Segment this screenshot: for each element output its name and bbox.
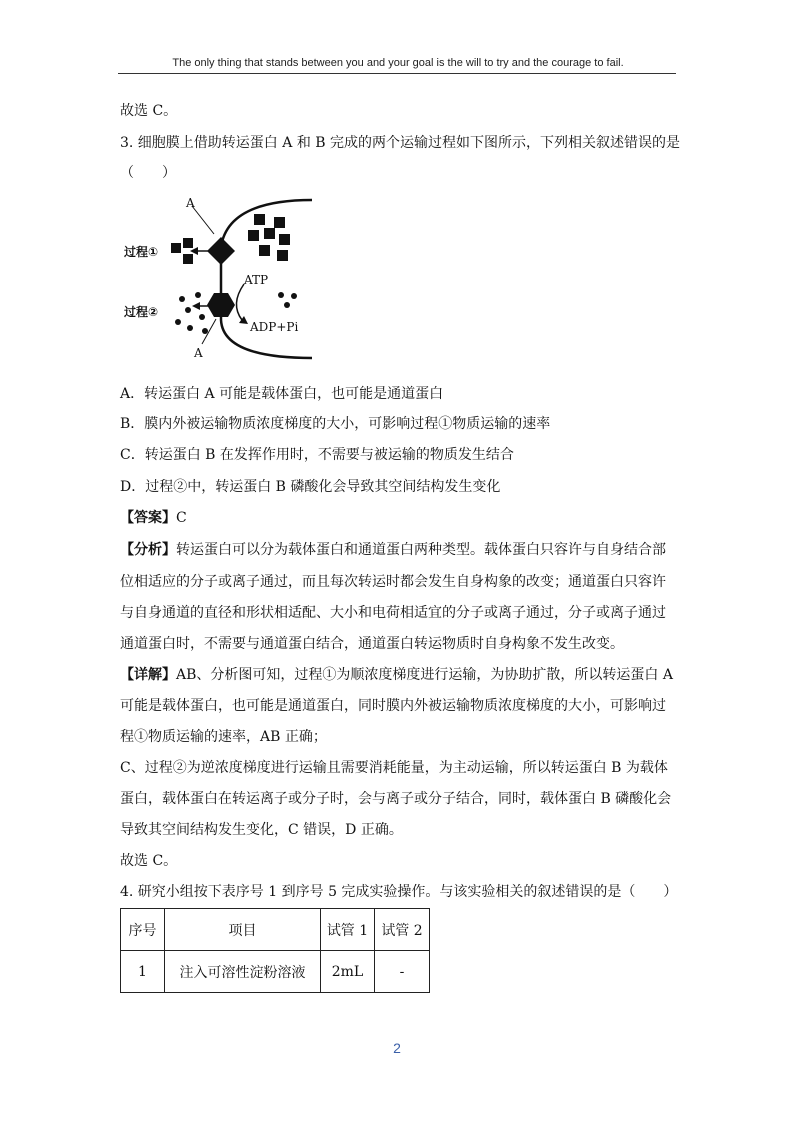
header-rule [118,73,676,74]
solute-square [183,254,193,264]
solute-dot [195,292,201,298]
detail-text: AB、分析图可知，过程①为顺浓度梯度进行运输，为协助扩散，所以转运蛋白 A [176,667,673,683]
solute-dot [179,296,185,302]
arrow-process1-head [190,247,198,255]
prev-answer: 故选 C。 [120,103,178,119]
solute-square [248,230,259,241]
table-cell: 1 [121,951,165,993]
solute-dot [175,319,181,325]
table-cell: 注入可溶性淀粉溶液 [165,951,321,993]
q3-analysis-line [120,540,666,560]
analysis-tag: 【分析】 [120,542,176,558]
table-row [121,951,430,993]
q3-conclusion: 故选 C。 [120,853,178,869]
header-quote: The only thing that stands between you and your goal is the will to try and the courage to fail. [172,57,624,69]
solute-square [277,250,288,261]
label-process2: 过程② [124,305,159,319]
q3-answer [120,508,187,528]
solute-dot [185,307,191,313]
solute-square [264,228,275,239]
solute-dot [187,325,193,331]
transport-protein-diamond [207,237,235,265]
q3-stem-line1: 3. 细胞膜上借助转运蛋白 A 和 B 完成的两个运输过程如下图所示，下列相关叙述错误的是 [120,135,681,151]
solute-dot [202,328,208,334]
q3-option-b: B．膜内外被运输物质浓度梯度的大小，可影响过程①物质运输的速率 [120,416,551,432]
table-header-cell: 项目 [165,909,321,951]
q3-analysis-line: 与自身通道的直径和形状相适配、大小和电荷相适宜的分子或离子通过，分子或离子通过 [120,605,666,621]
solute-square [254,214,265,225]
label-line-a-top [192,206,214,234]
transport-protein-hexagon [207,293,235,317]
table-cell: 2mL [321,951,375,993]
table-header-cell: 试管 2 [375,909,430,951]
solute-square [279,234,290,245]
q3-analysis-line: 通道蛋白时，不需要与通道蛋白结合，通道蛋白转运物质时自身构象不发生改变。 [120,636,624,652]
table-header-cell: 试管 1 [321,909,375,951]
solute-square [171,243,181,253]
q3-detail-line: 导致其空间结构发生变化，C 错误，D 正确。 [120,822,403,838]
detail-tag: 【详解】 [120,667,176,683]
q3-analysis-line: 位相适应的分子或离子通过，而且每次转运时都会发生自身构象的改变；通道蛋白只容许 [120,574,666,590]
table-cell: - [375,951,430,993]
q3-detail-line: 蛋白，载体蛋白在转运离子或分子时，会与离子或分子结合，同时，载体蛋白 B 磷酸化会 [120,791,672,807]
q3-detail-line: 可能是载体蛋白，也可能是通道蛋白，同时膜内外被运输物质浓度梯度的大小，可影响过 [120,698,666,714]
solute-square [183,238,193,248]
analysis-text: 转运蛋白可以分为载体蛋白和通道蛋白两种类型。载体蛋白只容许与自身结合部 [176,542,666,558]
q3-stem-line2: （ ） [120,165,176,181]
q3-option-a: A．转运蛋白 A 可能是载体蛋白，也可能是通道蛋白 [120,386,444,402]
membrane-transport-diagram [118,192,318,364]
page-number: 2 [393,1040,401,1056]
label-atp: ATP [244,273,269,287]
q3-option-d: D．过程②中，转运蛋白 B 磷酸化会导致其空间结构发生变化 [120,479,501,495]
label-adp: ADP+Pi [250,320,299,334]
solute-square [274,217,285,228]
solute-square [259,245,270,256]
q3-detail-line: 程①物质运输的速率，AB 正确； [120,729,327,745]
experiment-table [120,908,430,993]
solute-dot [291,293,297,299]
q3-detail-line: C、过程②为逆浓度梯度进行运输且需要消耗能量，为主动运输，所以转运蛋白 B 为载体 [120,760,668,776]
q3-option-c: C．转运蛋白 B 在发挥作用时，不需要与被运输的物质发生结合 [120,447,514,463]
solute-dot [284,302,290,308]
label-a-bottom: A [194,346,203,360]
answer-value: C [176,510,187,526]
table-header-cell: 序号 [121,909,165,951]
q4-stem: 4. 研究小组按下表序号 1 到序号 5 完成实验操作。与该实验相关的叙述错误的是（ ） [120,884,678,900]
label-a-top: A [186,196,195,210]
arrow-process2-head [192,302,200,310]
label-process1: 过程① [124,245,159,259]
solute-dot [199,314,205,320]
table-header-row [121,909,430,951]
answer-tag: 【答案】 [120,510,176,526]
solute-dot [278,292,284,298]
q3-detail-line [120,665,673,685]
atp-arrow [236,284,244,320]
